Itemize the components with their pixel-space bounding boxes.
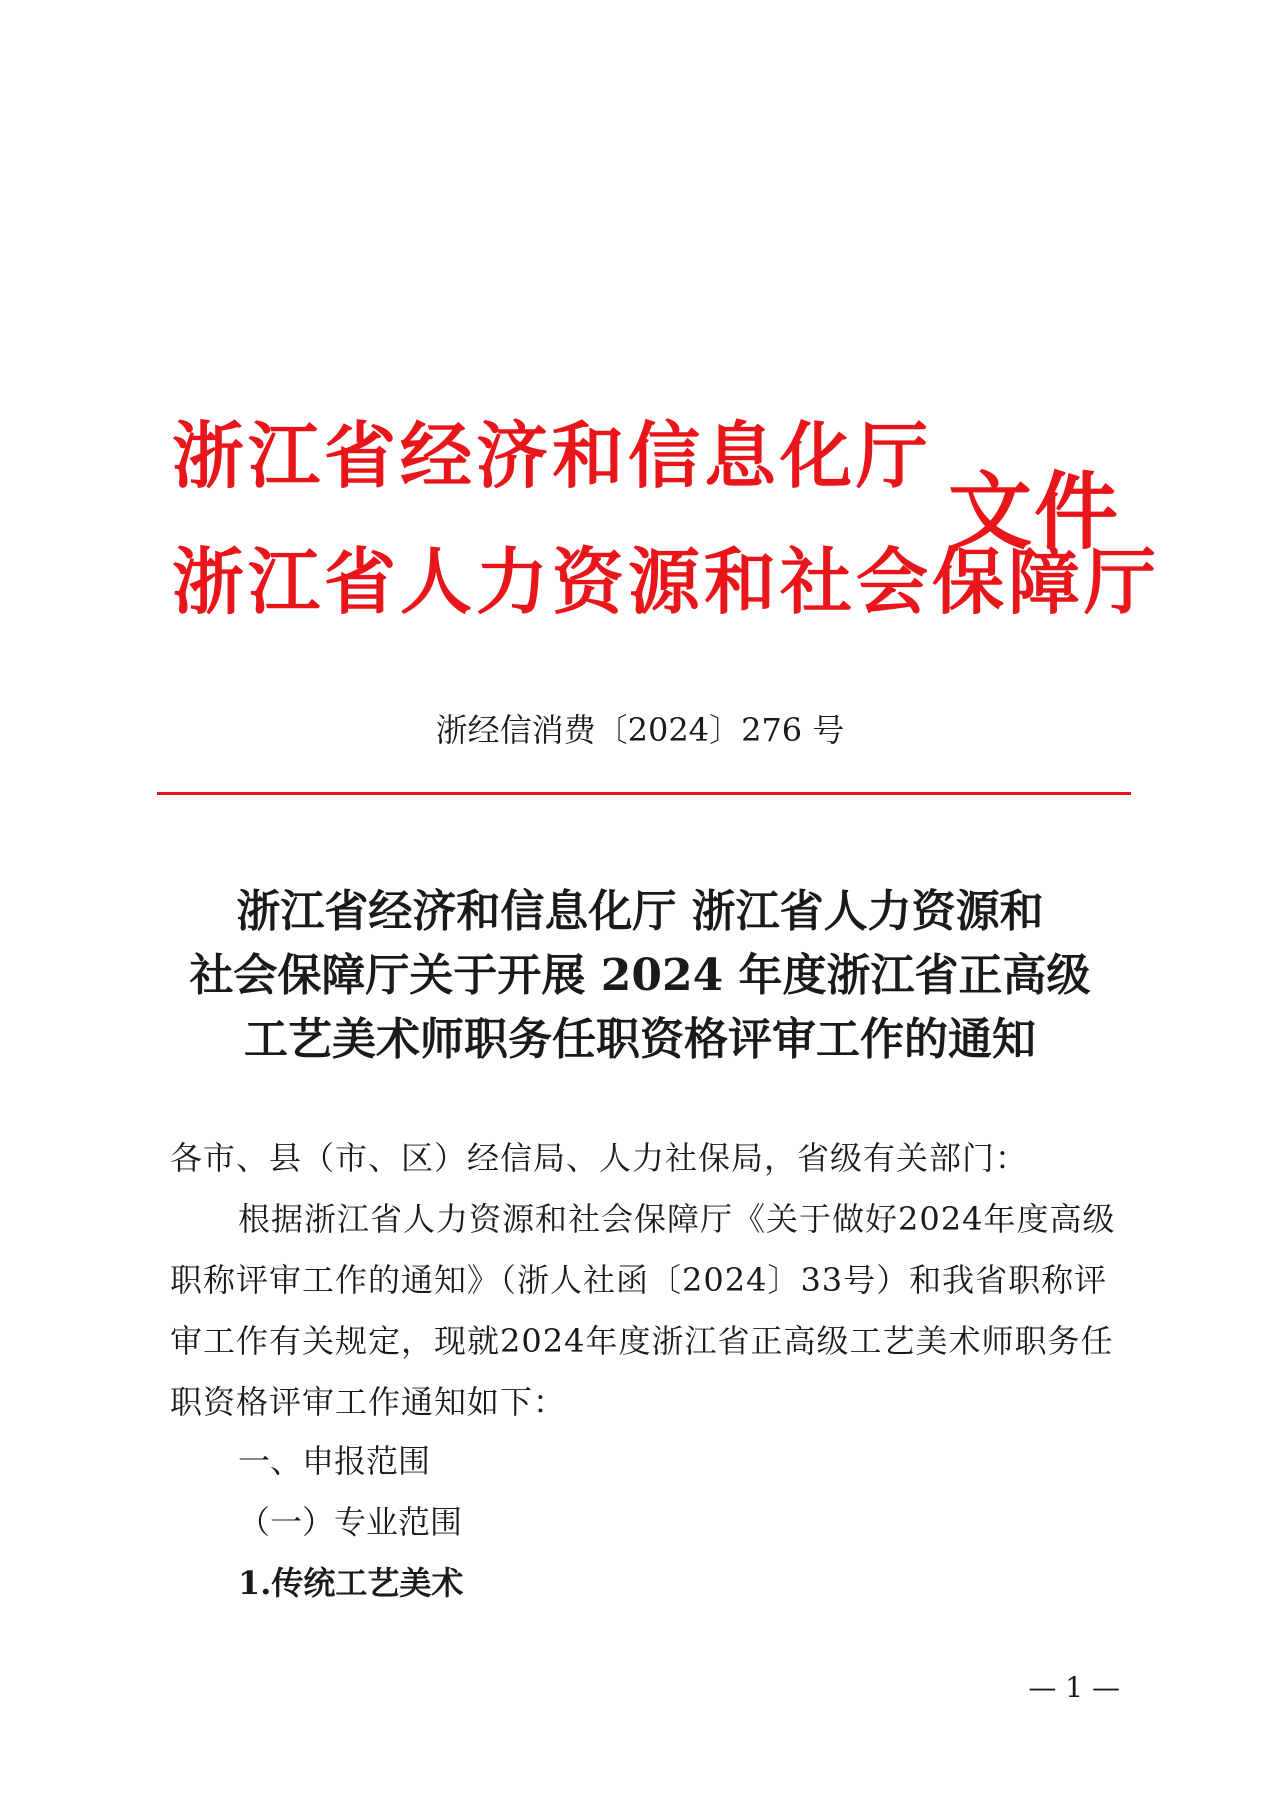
body-paragraph: 根据浙江省人力资源和社会保障厅《关于做好2024年度高级职称评审工作的通知》（浙人社函〔2024〕33号）和我省职称评审工作有关规定，现就2024年度浙江省正高级工艺美术师职务任职资格评审工作通知如下： [170,1200,1116,1421]
document-number: 浙经信消费〔2024〕276 号 [435,711,845,749]
letterhead-agency-1: 浙江省经济和信息化厅 [172,413,933,498]
subsection-heading: （一）专业范围 [238,1503,463,1541]
item-heading: 1.传统工艺美术 [238,1564,464,1602]
salutation: 各市、县（市、区）经信局、人力社保局，省级有关部门： [170,1139,1029,1177]
page-number: — 1 — [1028,1671,1120,1704]
letterhead-agency-2: 浙江省人力资源和社会保障厅 [172,539,1161,624]
red-divider [157,792,1131,795]
document-title [140,880,1140,1072]
section-heading: 一、申报范围 [238,1442,431,1480]
title-line: 社会保障厅关于开展 2024 年度浙江省正高级 [189,950,1091,1001]
title-line: 工艺美术师职务任职资格评审工作的通知 [244,1014,1036,1065]
letterhead-suffix: 文件 [948,462,1121,561]
title-line: 浙江省经济和信息化厅 浙江省人力资源和 [236,886,1044,937]
